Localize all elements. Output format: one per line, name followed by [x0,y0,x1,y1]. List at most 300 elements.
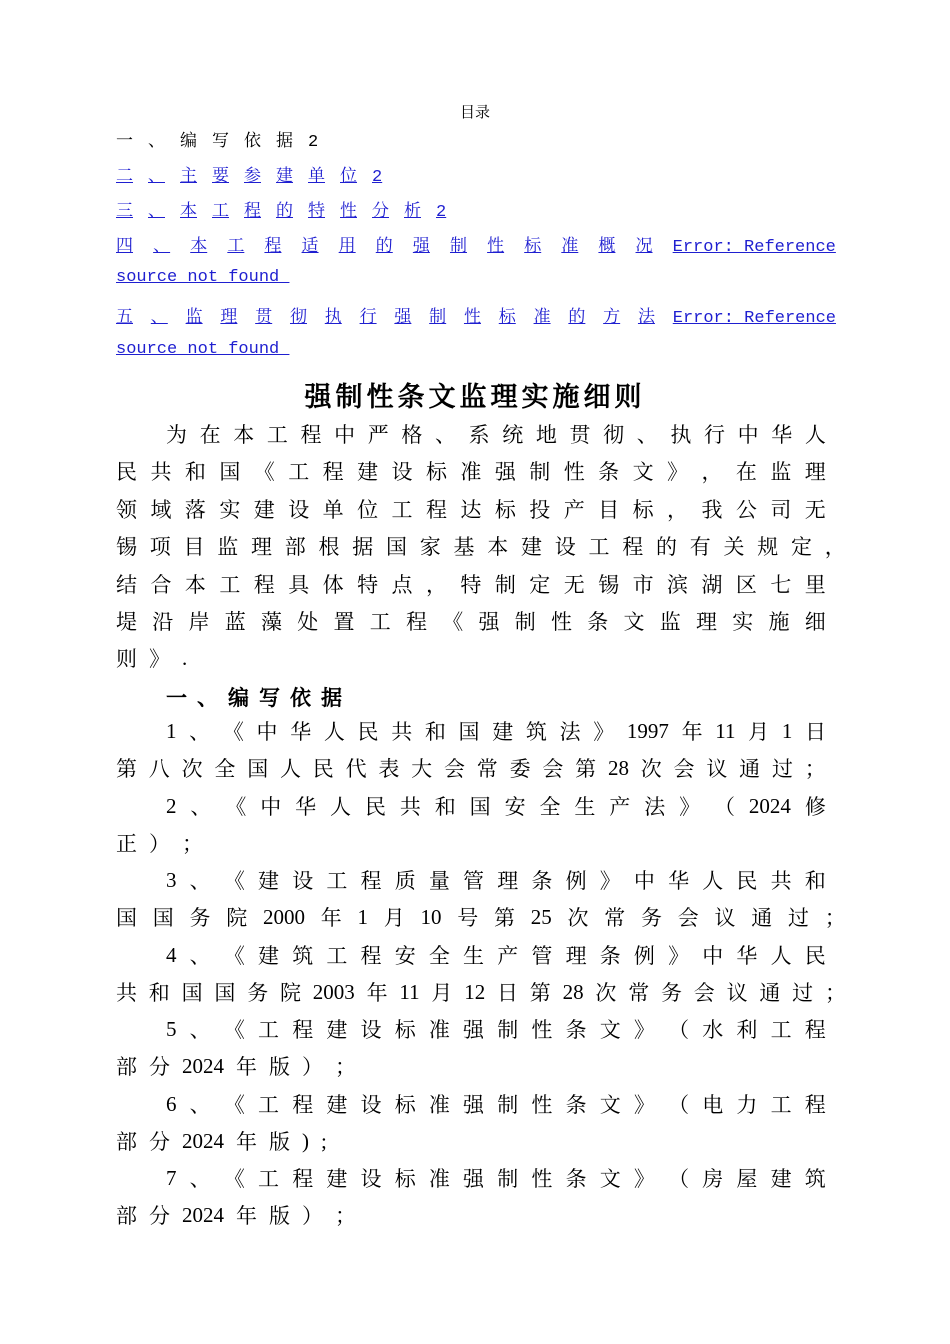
text-char: 制 [497,1167,519,1191]
toc-char: 2 [308,133,319,152]
toc-item-4-continuation[interactable]: source not found [116,268,290,287]
text-char: 会 [542,757,564,781]
text-char: 议 [706,757,728,781]
toc-char: 法 [637,309,655,328]
text-char: ， [425,573,447,597]
toc-char: 五 [116,309,133,328]
text-char: 法 [644,795,666,819]
text-char: 法 [559,720,581,744]
text-char: 程 [406,610,427,634]
text-char: 常 [604,906,626,930]
text-char: 项 [149,535,171,559]
text-char: 工 [369,610,391,634]
text-char: 华 [736,944,758,968]
text-char: 的 [656,535,677,559]
text-char: 11 [715,718,736,743]
text-char: 例 [633,944,655,968]
text-char: 务 [189,906,211,930]
text-char: 标 [494,498,516,522]
text-line [116,569,826,599]
text-char: ； [824,906,846,930]
text-char: 产 [563,498,585,522]
text-char: 监 [217,535,239,559]
text-line [166,419,826,449]
text-char: 年 [320,906,342,930]
text-char: 中 [256,720,278,744]
text-line [166,1163,826,1193]
toc-char: 性 [340,203,357,222]
toc-char: 性 [487,238,505,257]
text-char: 岸 [188,610,210,634]
text-char: 体 [322,573,344,597]
toc-item-2[interactable] [116,161,836,187]
text-line [116,902,846,932]
text-char: 筑 [804,1167,826,1191]
text-char: 28 [607,755,629,780]
text-char: 国 [116,906,137,930]
toc-char: 、 [153,238,171,257]
text-char: 过 [792,981,814,1005]
text-char: 议 [714,906,736,930]
text-char: 监 [770,460,792,484]
toc-char: 建 [276,168,293,187]
text-char: ； [824,981,846,1005]
text-char: 务 [660,981,682,1005]
text-char: 文 [632,460,654,484]
toc-char: 贯 [255,309,273,328]
text-char: 》 [599,869,621,893]
text-char: 沿 [152,610,174,634]
text-line [116,1051,826,1081]
text-char: 设 [360,1018,382,1042]
toc-char: 写 [212,133,229,152]
text-char: 公 [735,498,757,522]
toc-char: 编 [180,133,197,152]
text-char: 第 [116,757,137,781]
text-char: 务 [641,906,662,930]
text-char: 条 [565,1093,587,1117]
text-char: 标 [394,1018,416,1042]
text-char: 全 [428,944,450,968]
text-char: 据 [352,535,374,559]
text-char: 锡 [116,535,137,559]
text-char: （ [668,1093,690,1117]
text-char: 无 [563,573,585,597]
toc-error-reference: Error: Reference [672,309,836,328]
text-char: 》 [668,944,690,968]
toc-char: 、 [150,309,168,328]
text-char: 准 [428,1093,450,1117]
text-char: 力 [736,1093,758,1117]
text-char: 国 [469,795,491,819]
toc-char: 彻 [289,309,307,328]
text-char: 领 [116,498,137,522]
text-char: 2000 [263,904,305,929]
text-char: 准 [428,1167,450,1191]
text-char: 工 [326,869,348,893]
text-char: 》 [667,460,688,484]
toc-char: 分 [372,203,389,222]
text-char: 华 [295,795,317,819]
text-char: 本 [487,535,509,559]
text-char: 国 [214,981,236,1005]
text-char: 在 [199,423,221,447]
text-char: 程 [300,423,322,447]
text-char: 设 [292,869,314,893]
text-char: 工 [770,1018,792,1042]
text-char: 目 [183,535,205,559]
text-char: 国 [247,757,269,781]
text-char: 6 [166,1091,177,1116]
text-line [116,753,826,783]
text-char: 实 [219,498,241,522]
text-char: 管 [463,869,485,893]
toc-char: 2 [372,168,383,187]
text-char: 、 [636,423,658,447]
text-char: 华 [668,869,690,893]
text-char: 、 [435,423,456,447]
toc-char: 2 [436,203,447,222]
text-char: 程 [322,460,344,484]
text-char: 强 [463,1167,485,1191]
text-char: 本 [184,573,206,597]
text-char: 制 [497,1093,519,1117]
text-char: 域 [150,498,172,522]
toc-char: 强 [412,238,430,257]
toc-char: 据 [276,133,293,152]
text-char: 量 [428,869,450,893]
document-title: 强制性条文监理实施细则 [304,382,646,413]
toc-char: 本 [180,203,197,222]
toc-item-5-continuation[interactable]: source not found [116,340,290,359]
text-char: 1 [781,718,793,743]
text-char: 委 [509,757,531,781]
text-char: 第 [575,757,597,781]
text-char: 工 [288,460,310,484]
text-char: 《 [253,460,275,484]
text-char: 通 [751,906,773,930]
text-char: 国 [152,906,174,930]
text-char: 建 [357,460,379,484]
toc-char: 位 [340,168,357,187]
text-char: 程 [804,1018,826,1042]
text-char: ） [149,832,170,856]
text-char: 2003 [312,979,355,1004]
text-char: 条 [599,944,621,968]
text-char: 务 [247,981,269,1005]
text-line [166,716,826,746]
text-char: 程 [804,1093,826,1117]
text-char: 屋 [736,1167,758,1191]
text-char: 理 [565,944,587,968]
text-char: 部 [116,1130,137,1154]
text-char: 大 [411,757,433,781]
text-char: 》 [149,647,170,671]
text-char: 程 [292,1167,314,1191]
text-char: 代 [345,757,367,781]
toc-char: 监 [185,309,203,328]
text-char: 条 [587,610,609,634]
text-char: 国 [219,460,241,484]
text-char: 10 [420,904,442,929]
toc-char: 执 [324,309,342,328]
text-char: 次 [640,757,662,781]
text-char: 常 [628,981,650,1005]
toc-char: 标 [498,309,516,328]
text-char: 共 [150,460,172,484]
text-char: 1 [166,718,177,743]
text-char: 设 [288,498,310,522]
text-char: 民 [736,869,758,893]
toc-char: 行 [359,309,377,328]
text-char: 民 [364,795,386,819]
text-char: 和 [434,795,456,819]
text-char: 通 [759,981,781,1005]
text-char: 国 [458,720,480,744]
text-char: 市 [632,573,654,597]
toc-char: 要 [212,168,229,187]
text-char: 共 [116,981,137,1005]
text-char: 2024 [748,793,791,818]
text-char: 和 [184,460,206,484]
text-char: 程 [360,944,382,968]
text-char: 月 [383,906,405,930]
toc-char: 三 [116,203,133,222]
text-line [116,643,826,673]
text-char: 年 [236,1130,257,1154]
text-char: 》 [593,720,615,744]
text-char: 工 [770,1093,792,1117]
text-char: 会 [693,981,715,1005]
section-heading-basis: 一、编写依据 [166,686,352,710]
toc-char: 制 [429,309,447,328]
text-char: 过 [788,906,809,930]
text-char: 产 [497,944,519,968]
text-char: ， [701,460,723,484]
text-char: 分 [149,1055,170,1079]
text-char: 性 [563,460,585,484]
text-char: 》 [633,1018,655,1042]
text-char: 12 [464,979,486,1004]
text-char: 为 [166,423,187,447]
text-char: 文 [599,1093,621,1117]
text-char: 利 [736,1018,758,1042]
text-char: ） [302,1055,323,1079]
text-char: 特 [357,573,379,597]
text-char: ， [824,535,846,559]
text-char: 地 [535,423,557,447]
text-char: 华 [771,423,793,447]
text-char: 产 [609,795,631,819]
text-char: 标 [425,460,447,484]
text-char: 制 [514,610,536,634]
text-char: 里 [804,573,826,597]
toc-char: 单 [308,168,325,187]
text-char: 条 [531,869,553,893]
text-char: 建 [258,869,280,893]
toc-char: 一 [116,133,133,152]
text-char: 强 [463,1093,485,1117]
toc-char: 主 [180,168,197,187]
text-char: 《 [223,1018,245,1042]
text-char: 藻 [261,610,282,634]
toc-char: 标 [524,238,542,257]
text-char: 年 [236,1204,257,1228]
text-char: 水 [702,1018,724,1042]
toc-char: 工 [227,238,245,257]
text-char: ， [667,498,688,522]
text-char: 、 [190,795,212,819]
text-char: 区 [735,573,757,597]
text-char: 华 [290,720,312,744]
text-char: 7 [166,1165,177,1190]
text-char: 则 [116,647,137,671]
text-char: 和 [424,720,446,744]
text-char: 投 [529,498,551,522]
toc-char: 程 [244,203,261,222]
text-char: 民 [357,720,379,744]
text-char: 安 [504,795,526,819]
text-char: 条 [565,1018,587,1042]
toc-char: 性 [463,309,481,328]
text-char: 强 [494,460,516,484]
text-char: 人 [279,757,301,781]
toc-char: 准 [561,238,579,257]
text-char: 工 [258,1018,280,1042]
text-char: 人 [323,720,345,744]
text-char: 生 [463,944,485,968]
text-char: 彻 [603,423,625,447]
text-char: ； [335,1204,356,1228]
text-char: 月 [748,720,770,744]
toc-item-4[interactable] [116,231,836,257]
text-char: 、 [189,944,211,968]
text-line [166,1089,826,1119]
text-char: 第 [494,906,515,930]
text-char: 执 [670,423,692,447]
text-char: ； [182,832,203,856]
text-char: ) [302,1128,309,1153]
text-char: 程 [425,498,447,522]
text-char: 月 [431,981,453,1005]
text-char: 版 [269,1055,290,1079]
text-char: 标 [394,1167,416,1191]
text-char: 制 [494,573,516,597]
text-char: 工 [588,535,610,559]
text-char: 5 [166,1016,177,1041]
text-char: 建 [492,720,514,744]
text-char: 处 [297,610,319,634]
text-char: ） [302,1204,323,1228]
text-char: 性 [551,610,572,634]
text-char: 性 [531,1093,553,1117]
toc-item-1[interactable] [116,126,836,152]
text-char: 监 [659,610,681,634]
text-char: 国 [181,981,203,1005]
text-char: 目 [598,498,620,522]
text-char: . [182,645,188,670]
text-char: 建 [253,498,275,522]
text-char: 会 [673,757,695,781]
text-char: 版 [269,1204,290,1228]
text-char: 》 [633,1167,655,1191]
toc-title: 目录 [459,103,490,121]
toc-item-3[interactable] [116,196,836,222]
text-line [116,977,846,1007]
text-char: 程 [292,1018,314,1042]
text-char: 国 [386,535,407,559]
text-char: 11 [399,979,420,1004]
text-char: 特 [460,573,482,597]
text-char: 过 [771,757,793,781]
text-char: 《 [223,944,245,968]
text-char: 有 [689,535,711,559]
text-char: 置 [333,610,355,634]
text-char: 我 [701,498,723,522]
text-char: 建 [521,535,542,559]
text-char: 程 [622,535,644,559]
text-char: 设 [391,460,413,484]
toc-char: 的 [375,238,393,257]
text-char: 准 [428,1018,450,1042]
text-char: 文 [599,1018,621,1042]
text-char: 分 [149,1130,170,1154]
text-char: 建 [770,1167,792,1191]
text-char: 实 [732,610,754,634]
text-char: 人 [804,423,826,447]
text-line [166,1014,826,1044]
toc-item-5[interactable] [116,302,836,328]
toc-char: 、 [148,203,165,222]
text-char: 共 [770,869,792,893]
text-char: 》 [679,795,701,819]
text-char: 《 [223,1167,245,1191]
text-char: 性 [531,1167,553,1191]
toc-char: 四 [116,238,133,257]
text-char: 2024 [182,1128,224,1153]
text-char: 行 [704,423,725,447]
text-char: 人 [702,869,724,893]
text-char: 2024 [182,1053,224,1078]
text-char: 年 [366,981,388,1005]
text-char: 强 [478,610,500,634]
text-char: 设 [360,1093,382,1117]
text-char: 修 [804,795,826,819]
text-char: 25 [530,904,552,929]
text-char: 落 [184,498,206,522]
toc-char: 况 [635,238,653,257]
text-char: 年 [236,1055,257,1079]
text-char: 理 [804,460,826,484]
text-char: 性 [531,1018,553,1042]
text-char: 程 [360,869,382,893]
toc-char: 准 [533,309,551,328]
text-char: （ [714,795,735,819]
text-char: 建 [326,1167,348,1191]
text-line [116,1126,826,1156]
text-char: 筑 [525,720,547,744]
text-char: 系 [468,423,490,447]
text-char: 次 [567,906,589,930]
text-char: 关 [723,535,745,559]
text-char: 设 [554,535,576,559]
text-char: 民 [804,944,826,968]
text-char: 定 [529,573,551,597]
text-char: 家 [419,535,441,559]
text-char: 制 [529,460,551,484]
text-char: 质 [394,869,416,893]
text-char: 管 [531,944,553,968]
